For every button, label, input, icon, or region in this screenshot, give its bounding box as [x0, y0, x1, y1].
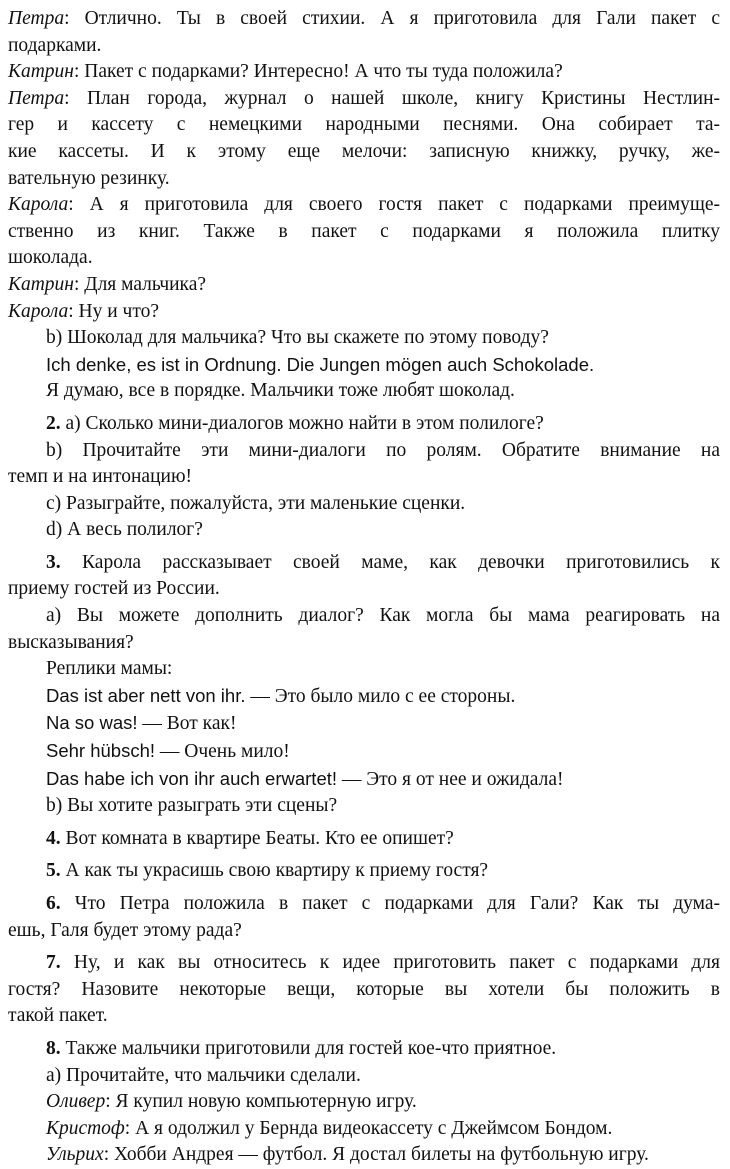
speaker-name: Петра [8, 8, 65, 29]
dialogue-line: Катрин: Пакет с подарками? Интересно! А что ты туда положила? [8, 61, 563, 83]
task-7: 7. Ну, и как вы относитесь к идее приготовить пакет с подарками для гостя? Назовите некоторые вещи, которые вы хотели бы положить в такой пакет. [8, 952, 721, 1027]
speaker-name: Катрин [8, 273, 74, 295]
speaker-name: Карола [8, 194, 69, 216]
task-number: 3. [46, 551, 61, 573]
task-8: 8. Также мальчики приготовили для гостей кое-что приятное. а) Прочитайте, что мальчики сделали. Оливер: Я купил новую компьютерную игру. Кристоф: А я одолжил у Бернда видеокассету с Джеймсом Бондом. Ульрих: Хобби Андрея — футбол. Я достал билеты на футбольную игру. [46, 1037, 649, 1166]
task-5: 5. А как ты украсишь свою квартиру к приему гостя? [46, 860, 489, 882]
speaker-name: Кристоф [46, 1117, 125, 1139]
replies-label: Реплики мамы: [46, 658, 173, 680]
task-1b [8, 325, 720, 405]
task-3: 3. Карола рассказывает своей маме, как девочки приготовились к приему гостей из России. а) Вы можете дополнить диалог? Как могла бы мама реагировать на высказывания? Реплики мамы: Das ist aber nett von ihr. — Это было мило с ее стороны. Na so was! — Вот как! Sehr hübsch! — Очень мило! Das habe ich von ihr auch erwartet! — Это я от нее и ожидала! b) Вы хотите разыграть эти сцены? [8, 551, 721, 817]
task-number: 8. [46, 1037, 61, 1059]
dialogue-line: Катрин: Для мальчика? [8, 273, 207, 295]
task-number: 5. [46, 860, 61, 882]
speaker-name: Ульрих [46, 1144, 104, 1166]
task-number: 2. [46, 412, 61, 434]
dialogue-line: Карола: А я приготовила для своего гостя пакет с подарками преимуще- ственно из книг. Также в пакет с подарками я положила плитку шоколада. [8, 194, 721, 269]
dialogue-line: Петра: Отлично. Ты в своей стихии. А я приготовила для Гали пакет с подарками. [8, 8, 720, 56]
speaker-name: Оливер [46, 1091, 106, 1113]
task-1b-translation: Я думаю, все в порядке. Мальчики тоже любят шоколад. [46, 380, 515, 402]
task-4: 4. Вот комната в квартире Беаты. Кто ее опишет? [46, 827, 454, 849]
speaker-name: Петра [8, 87, 65, 109]
task-2: 2. а) Сколько мини-диалогов можно найти в этом полилоге? b) Прочитайте эти мини-диалоги по ролям. Обратите внимание на темп и на интонацию! c) Разыграйте, пожалуйста, эти маленькие сценки. d) А весь полилог? [8, 412, 720, 541]
task-number: 7. [46, 952, 61, 974]
dialogue-line: Петра: План города, журнал о нашей школе, книгу Кристины Нестлин- гер и кассету с немецкими народными песнями. Она собирает та- кие кассеты. И к этому еще мелочи: записную книжку, ручку, же- вательную резинку. [8, 87, 720, 189]
task-1b-german: Ich denke, es ist in Ordnung. Die Jungen mögen auch Schokolade. [46, 353, 595, 375]
task-number: 4. [46, 827, 61, 849]
speaker-name: Карола [8, 300, 69, 322]
dialogue-line: Карола: Ну и что? [8, 300, 160, 322]
task-1b-question: b) Шоколад для мальчика? Что вы скажете по этому поводу? [46, 327, 549, 349]
task-number: 6. [46, 893, 61, 914]
speaker-name: Катрин [8, 61, 74, 83]
task-6: 6. Что Петра положила в пакет с подарками для Гали? Как ты дума- ешь, Галя будет этому рада? [8, 893, 720, 941]
